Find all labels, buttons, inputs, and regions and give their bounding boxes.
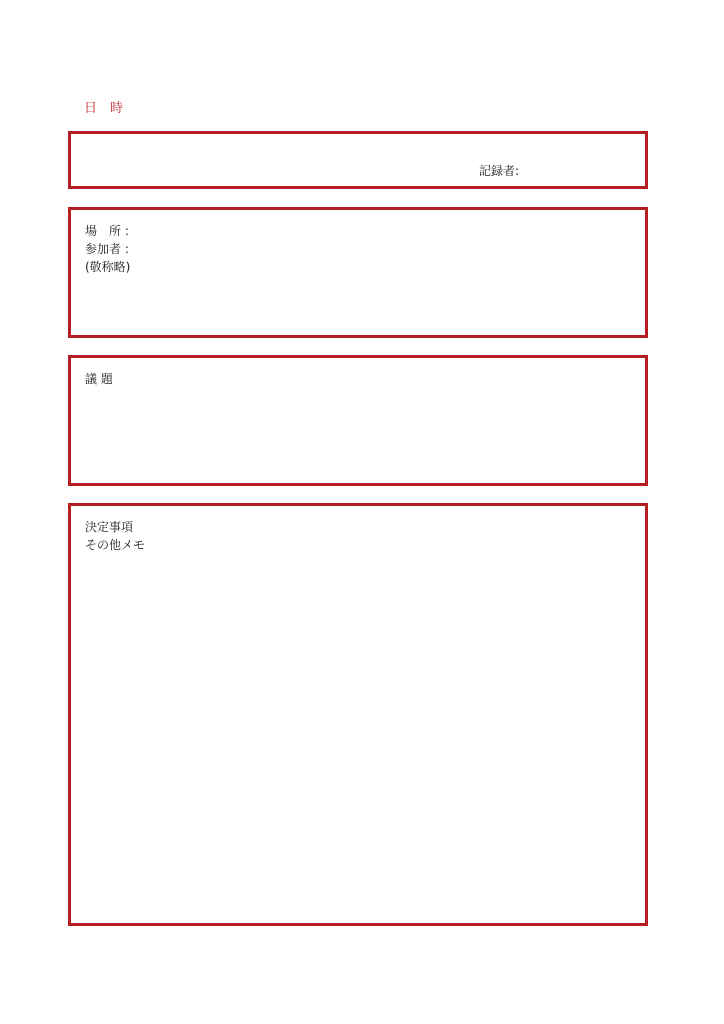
place-attendees-content [85,222,130,276]
place-label: 場 所 : [85,224,129,238]
decisions-label: 決定事項 [85,520,134,534]
other-memo-label: その他メモ [85,538,146,552]
decisions-memo-content [85,518,145,554]
decisions-memo-box[interactable] [68,503,648,926]
recorder-label: 記録者: [478,164,519,178]
date-heading: 日 時 [84,101,124,116]
honorifics-note: (敬称略) [85,260,131,274]
attendees-label: 参加者 : [85,242,129,256]
agenda-label: 議 題 [85,372,113,386]
agenda-box[interactable] [68,355,648,486]
datetime-box[interactable] [68,131,648,189]
place-attendees-box[interactable] [68,207,648,338]
agenda-content [85,370,113,388]
